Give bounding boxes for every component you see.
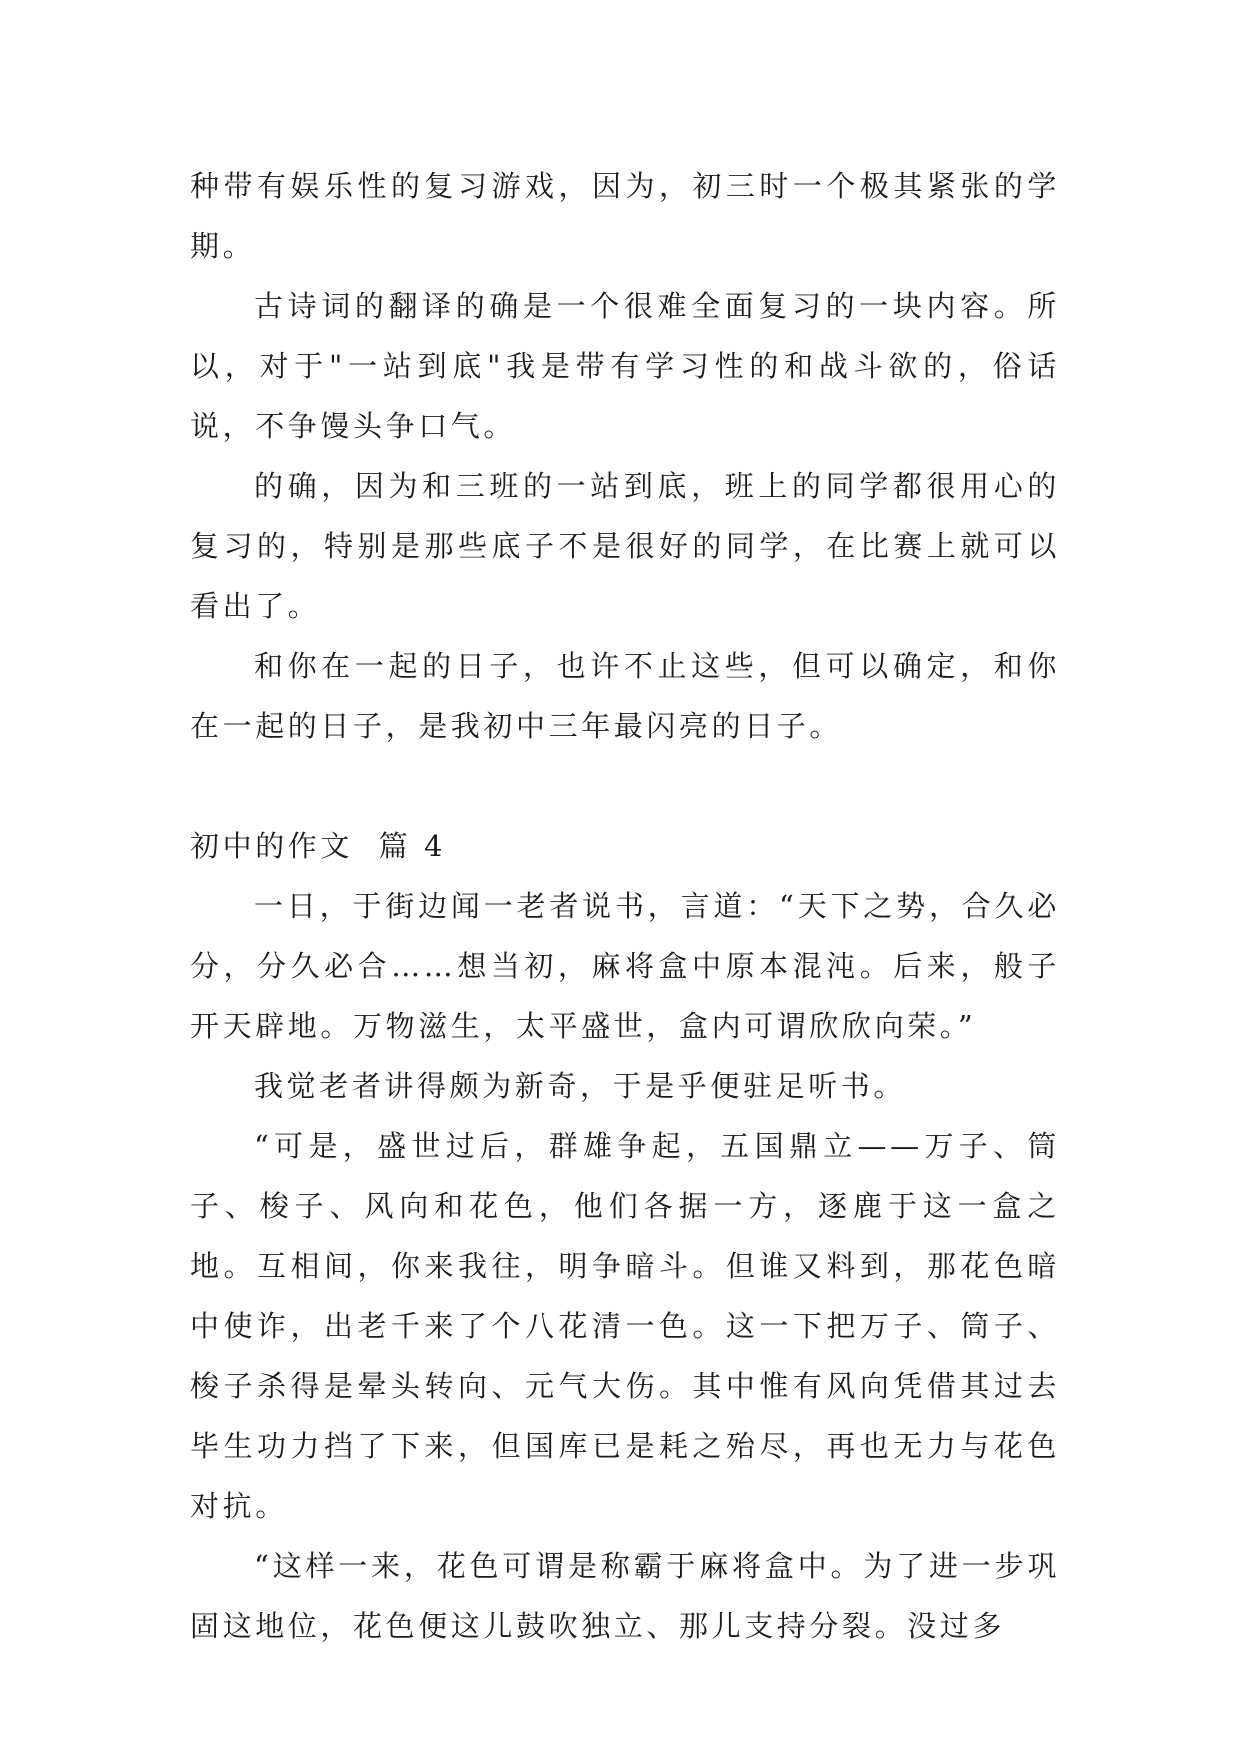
paragraph: 我觉老者讲得颇为新奇，于是乎便驻足听书。	[254, 1069, 907, 1103]
paragraph: 的确，因为和三班的一站到底，班上的同学都很用心的复习的，特别是那些底子不是很好的同学，在比赛上就可以看出了。	[190, 469, 1060, 623]
document-body	[190, 156, 1060, 1656]
section-heading: 初中的作文 篇 4	[190, 829, 447, 863]
paragraph: “这样一来，花色可谓是称霸于麻将盒中。为了进一步巩固这地位，花色便这儿鼓吹独立、那儿支持分裂。没过多	[190, 1549, 1060, 1643]
paragraph: “可是，盛世过后，群雄争起，五国鼎立——万子、筒子、梭子、风向和花色，他们各据一方，逐鹿于这一盒之地。互相间，你来我往，明争暗斗。但谁又料到，那花色暗中使诈，出老千来了个八花清一色。这一下把万子、筒子、梭子杀得是晕头转向、元气大伤。其中惟有风向凭借其过去毕生功力挡了下来，但国库已是耗之殆尽，再也无力与花色对抗。	[190, 1129, 1060, 1523]
paragraph-continuation: 种带有娱乐性的复习游戏，因为，初三时一个极其紧张的学期。	[190, 169, 1060, 263]
paragraph: 古诗词的翻译的确是一个很难全面复习的一块内容。所以，对于"一站到底"我是带有学习性的和战斗欲的，俗话说，不争馒头争口气。	[190, 289, 1060, 443]
paragraph: 一日，于街边闻一老者说书，言道：“天下之势，合久必分，分久必合……想当初，麻将盒中原本混沌。后来，般子开天辟地。万物滋生，太平盛世，盒内可谓欣欣向荣。”	[190, 889, 1060, 1043]
paragraph: 和你在一起的日子，也许不止这些，但可以确定，和你在一起的日子，是我初中三年最闪亮的日子。	[190, 649, 1060, 743]
